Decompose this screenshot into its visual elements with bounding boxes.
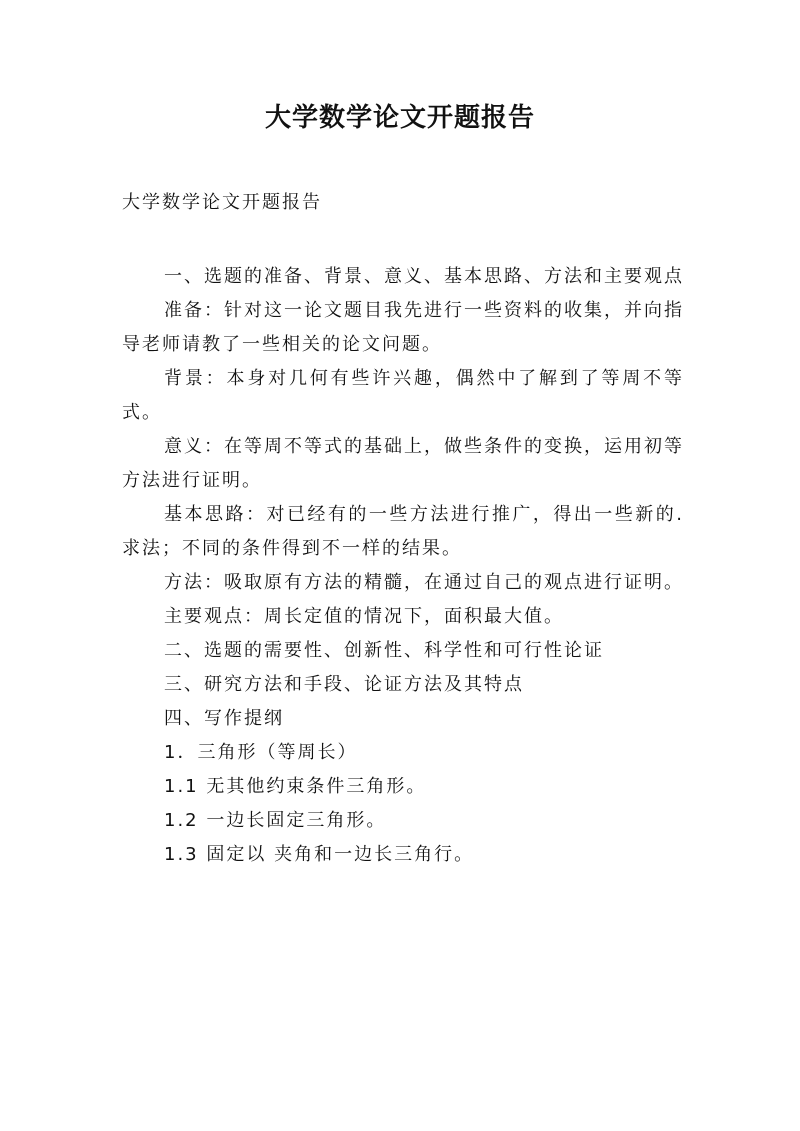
outline-item-1-3: 1.3 固定以 夹角和一边长三角行。 — [164, 844, 475, 865]
paragraph-main-viewpoint: 主要观点：周长定值的情况下，面积最大值。 — [164, 606, 564, 627]
paragraph-basic-idea: 基本思路：对已经有的一些方法进行推广，得出一些新的.求法；不同的条件得到不一样的结果。 — [122, 504, 684, 559]
outline-item-1: 1．三角形（等周长） — [164, 742, 358, 763]
paragraph-preparation: 准备：针对这一论文题目我先进行一些资料的收集，并向指导老师请教了一些相关的论文问题。 — [122, 300, 684, 355]
document-body — [122, 260, 684, 872]
paragraph-background: 背景：本身对几何有些许兴趣，偶然中了解到了等周不等式。 — [122, 368, 684, 423]
section-heading-1: 一、选题的准备、背景、意义、基本思路、方法和主要观点 — [164, 266, 684, 287]
outline-item-1-2: 1.2 一边长固定三角形。 — [164, 810, 387, 831]
document-subtitle: 大学数学论文开题报告 — [122, 192, 322, 213]
document-title: 大学数学论文开题报告 — [264, 103, 535, 133]
outline-item-1-1: 1.1 无其他约束条件三角形。 — [164, 776, 427, 797]
paragraph-significance: 意义：在等周不等式的基础上，做些条件的变换，运用初等方法进行证明。 — [122, 436, 684, 491]
paragraph-method: 方法：吸取原有方法的精髓，在通过自己的观点进行证明。 — [164, 572, 684, 593]
section-heading-2: 二、选题的需要性、创新性、科学性和可行性论证 — [164, 640, 604, 661]
section-heading-4: 四、写作提纲 — [164, 708, 284, 729]
section-heading-3: 三、研究方法和手段、论证方法及其特点 — [164, 674, 524, 695]
